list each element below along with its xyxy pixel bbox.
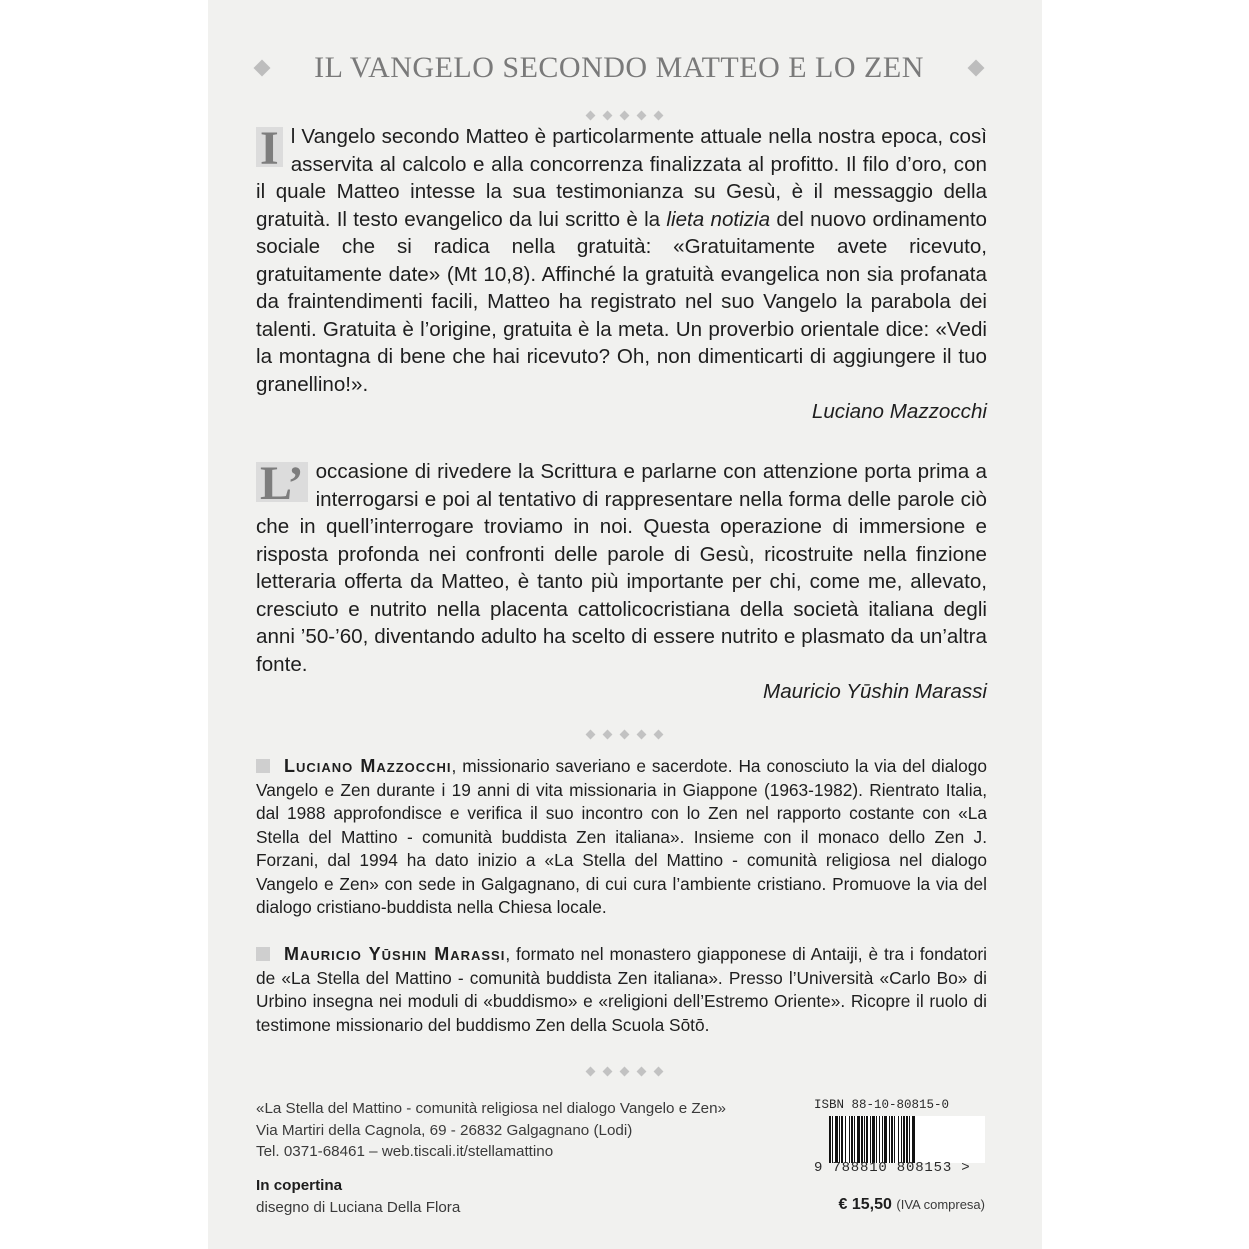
address-line: Via Martiri della Cagnola, 69 - 26832 Galgagnano (Lodi) xyxy=(256,1121,633,1139)
credits-text: disegno di Luciana Della Flora xyxy=(256,1198,461,1216)
publisher-address xyxy=(256,1098,726,1163)
dots-divider xyxy=(0,725,1249,741)
price xyxy=(839,1196,985,1214)
drop-cap: I xyxy=(256,127,283,167)
dots-divider xyxy=(0,106,1249,122)
author-name: Luciano Mazzocchi xyxy=(284,756,452,776)
barcode-stripe xyxy=(915,1116,916,1163)
paragraph-text: del nuovo ordinamento sociale che si radica nella gratuità: «Gratuitamente avete ricevuto, gratuitamente date» (Mt 10,8). Affinché la gratuità evangelica non sia profanata da fraintendimenti facili, Matteo ha registrato nel suo Vangelo la parabola dei talenti. Gratuita è l’origine, gratuita è la meta. Un proverbio orientale dice: «Vedi la montagna di bene che hai ricevuto? Oh, non dimenticarti di aggiungere il tuo granellino!». xyxy=(256,207,987,396)
price-note: (IVA compresa) xyxy=(896,1197,985,1212)
ean-number: 9 788810 808153 > xyxy=(814,1160,971,1176)
bio-mazzocchi xyxy=(256,755,987,920)
section-marassi xyxy=(256,458,987,706)
signature: Luciano Mazzocchi xyxy=(811,400,987,423)
credits-heading: In copertina xyxy=(256,1177,343,1194)
paragraph-text: occasione di rivedere la Scrittura e parlarne con attenzione porta prima a interrogarsi e poi al tentativo di rappresentare nella forma delle parole ciò che in quell’interrogare troviamo in noi. Questa operazione di immersione e risposta profonda nei confronti delle parole di Gesù, ricostruite nella finzione letteraria offerta da Matteo, è tanto più importante per chi, come me, allevato, cresciuto e nutrito nella placenta cattolicocristiana della società italiana degli anni ’50-’60, diventando adulto ha scelto di essere nutrito e plasmato da un’altra fonte. xyxy=(256,460,987,676)
address-line: «La Stella del Mattino - comunità religiosa nel dialogo Vangelo e Zen» xyxy=(256,1100,726,1117)
barcode-icon xyxy=(829,1116,985,1163)
address-line: Tel. 0371-68461 – web.tiscali.it/stellamattino xyxy=(256,1143,554,1160)
signature: Mauricio Yūshin Marassi xyxy=(763,680,987,703)
paragraph-text: l Vangelo secondo Matteo è particolarmente attuale nella nostra epoca, così asservita al calcolo e alla concorrenza finalizzata al profitto. Il filo d’oro, con il quale Matteo intesse la sua testimonianza su Gesù, è il messaggio della gratuità. Il testo evangelico da lui scritto è la xyxy=(256,125,987,231)
bio-text: , missionario saveriano e sacerdote. Ha conosciuto la via del dialogo Vangelo e Zen durante i 19 anni di vita missionaria in Giappone (1963-1982). Rientrato Italia, dal 1988 approfondisce e verifica il suo incontro con lo Zen nel rapporto costante con «La Stella del Mattino - comunità buddista Zen italiana». Insieme con il monaco dello Zen J. Forzani, dal 1994 ha dato inizio a «La Stella del Mattino - comunità religiosa nel dialogo Vangelo e Zen» con sede in Galgagnano, di cui cura l’ambiente cristiano. Promuove la via del dialogo cristiano-buddista nella Chiesa locale. xyxy=(256,756,987,917)
price-amount: € 15,50 xyxy=(838,1196,892,1213)
square-bullet-icon xyxy=(256,947,270,961)
diamond-ornament-icon xyxy=(254,60,271,77)
square-bullet-icon xyxy=(256,759,270,773)
drop-cap: L’ xyxy=(256,462,308,502)
italic-phrase: lieta notizia xyxy=(666,207,771,231)
cover-credits xyxy=(256,1175,460,1218)
dots-divider xyxy=(0,1062,1249,1078)
section-mazzocchi xyxy=(256,123,987,426)
bio-text: , formato nel monastero giapponese di Antaiji, è tra i fondatori de «La Stella del Mattino - comunità buddista Zen italiana». Presso l’Università «Carlo Bo» di Urbino insegna nei moduli di «buddismo» e «religioni dell’Estremo Oriente». Ricopre il ruolo di testimone missionario del buddismo Zen della Scuola Sōtō. xyxy=(256,944,988,1035)
book-title: IL VANGELO SECONDO MATTEO E LO ZEN xyxy=(314,51,924,84)
title-bar xyxy=(252,50,986,86)
bio-marassi xyxy=(256,943,987,1037)
diamond-ornament-icon xyxy=(967,60,984,77)
isbn-label: ISBN 88-10-80815-0 xyxy=(814,1098,950,1112)
author-name: Mauricio Yūshin Marassi xyxy=(284,944,506,964)
